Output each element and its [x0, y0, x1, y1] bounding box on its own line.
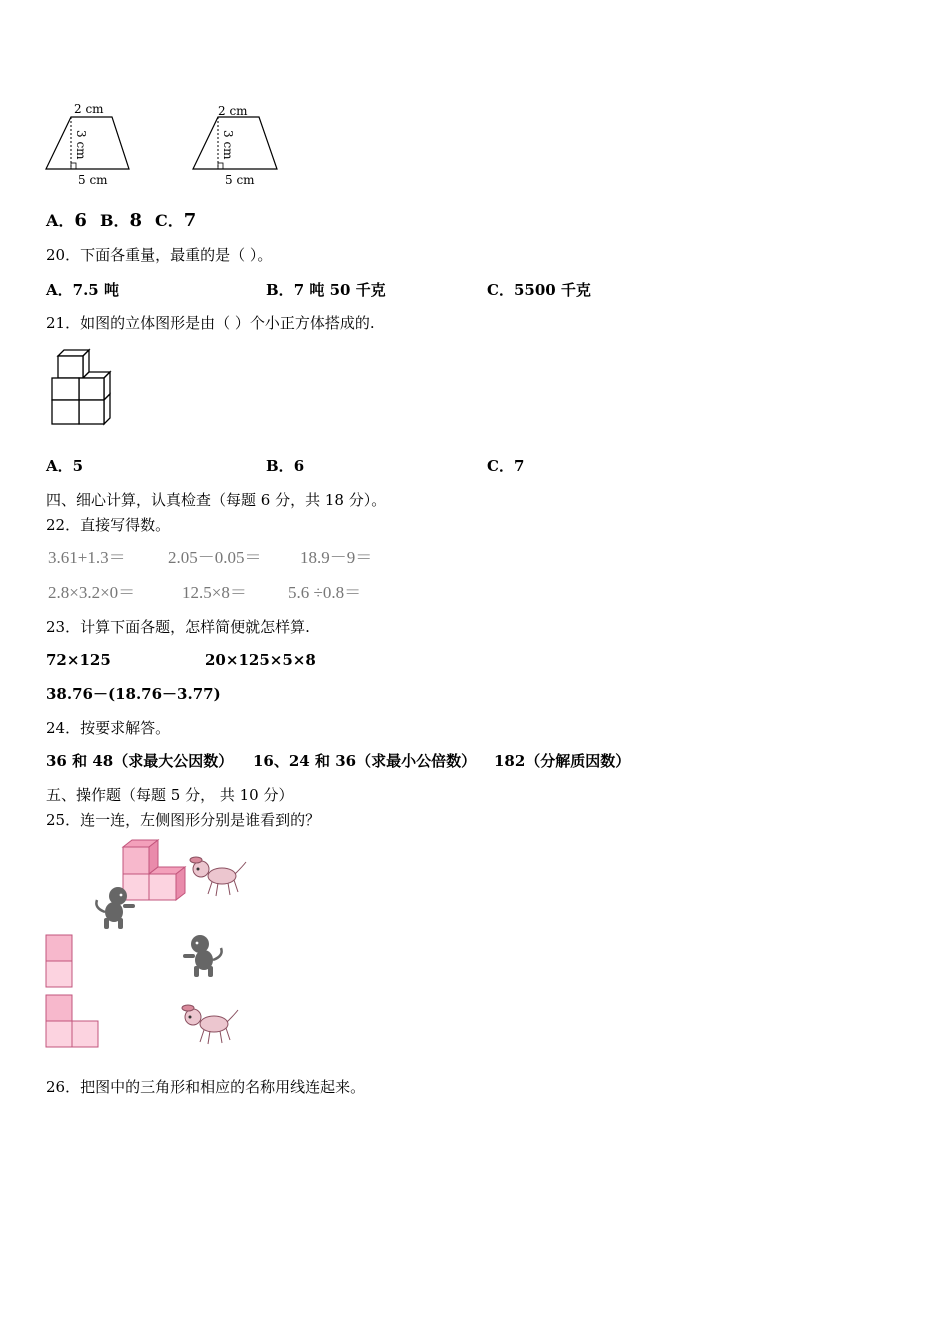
dog-icon-top [188, 852, 248, 900]
q23-item-1: 72×125 [46, 651, 111, 669]
trap2-height-label: 3 cm [221, 130, 235, 160]
q24-item-2: 16、24 和 36（求最小公倍数） [253, 752, 477, 770]
q19-option-c-value: 7 [183, 210, 197, 231]
q22-expr-6: 5.6 ÷0.8＝ [288, 583, 362, 602]
q19-option-a-letter: A． [46, 211, 75, 230]
q20-option-b-letter: B． [266, 281, 294, 299]
q24-item-1: 36 和 48（求最大公因数） [46, 752, 234, 770]
q20-option-a-value: 7.5 吨 [72, 281, 119, 299]
q22-expr-2: 2.05－0.05＝ [168, 548, 262, 567]
q20-option-a-letter: A． [46, 281, 73, 299]
q19-option-b-letter: B． [100, 211, 130, 230]
q20-option-c-letter: C． [487, 281, 514, 299]
q24-item-3: 182（分解质因数） [494, 752, 631, 770]
q23-item-3: 38.76－(18.76－3.77) [46, 685, 221, 703]
q24-question: 24．按要求解答。 [46, 719, 171, 737]
q19-option-b-value: 8 [129, 210, 143, 231]
q23-item-2: 20×125×5×8 [205, 651, 316, 669]
trap1-top-label: 2 cm [74, 102, 104, 116]
front-view-two-squares [45, 934, 75, 990]
q20-option-b-value: 7 吨 50 千克 [293, 281, 386, 299]
q22-expr-1: 3.61+1.3＝ [48, 548, 126, 567]
q20-question: 20．下面各重量，最重的是（ ）。 [46, 246, 273, 264]
monkey-icon-left [92, 884, 138, 932]
q21-option-a-value: 5 [72, 457, 84, 475]
q21-question: 21．如图的立体图形是由（ ）个小正方体搭成的. [46, 314, 375, 332]
l-shape-view [45, 994, 101, 1050]
section-4-heading: 四、细心计算，认真检查（每题 6 分，共 18 分）。 [46, 491, 387, 509]
q21-option-a-letter: A． [46, 457, 73, 475]
q21-option-c-value: 7 [513, 457, 525, 475]
q26-question: 26．把图中的三角形和相应的名称用线连起来。 [46, 1078, 366, 1096]
q22-expr-3: 18.9－9＝ [300, 548, 373, 567]
monkey-icon-right [180, 932, 228, 980]
cube-stack-figure [44, 348, 116, 432]
q23-question: 23．计算下面各题，怎样简便就怎样算. [46, 618, 310, 636]
trap2-top-label: 2 cm [218, 104, 248, 118]
section-5-heading: 五、操作题（每题 5 分， 共 10 分） [46, 786, 294, 804]
trapezoid-figure-2 [188, 100, 288, 190]
q19-option-a [46, 212, 87, 230]
q22-expr-4: 2.8×3.2×0＝ [48, 583, 136, 602]
q21-option-b [266, 459, 304, 474]
q21-option-a [46, 459, 83, 474]
trap1-height-label: 3 cm [74, 130, 88, 160]
dog-icon-bottom [180, 1000, 242, 1048]
q20-option-b [266, 283, 386, 298]
q20-option-c-value: 5500 千克 [513, 281, 591, 299]
q21-option-c-letter: C． [487, 457, 514, 475]
q21-option-b-value: 6 [293, 457, 305, 475]
q21-option-b-letter: B． [266, 457, 294, 475]
trap1-bottom-label: 5 cm [78, 173, 108, 187]
q20-option-c [487, 283, 591, 298]
q22-question: 22．直接写得数。 [46, 516, 171, 534]
trap2-bottom-label: 5 cm [225, 173, 255, 187]
q19-option-b [100, 212, 142, 230]
q19-option-c [155, 212, 196, 230]
q25-question: 25．连一连，左侧图形分别是谁看到的？ [46, 811, 321, 829]
q19-option-c-letter: C． [155, 211, 184, 230]
q22-expr-5: 12.5×8＝ [182, 583, 247, 602]
q20-option-a [46, 283, 119, 298]
trapezoid-figure-1 [40, 100, 140, 190]
q19-option-a-value: 6 [74, 210, 87, 231]
q21-option-c [487, 459, 524, 474]
